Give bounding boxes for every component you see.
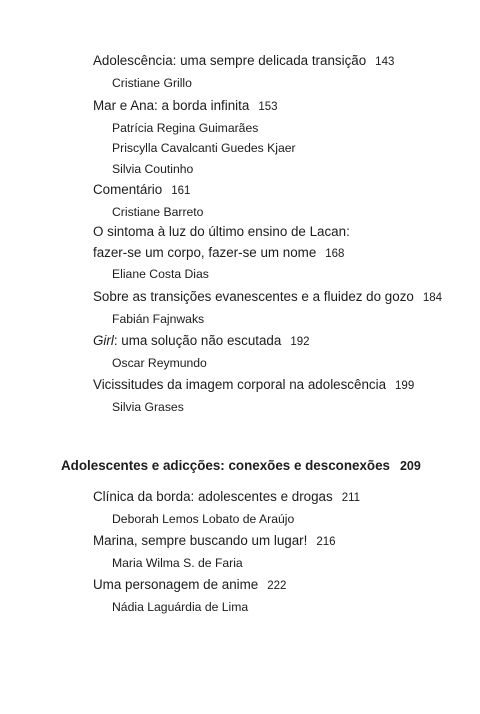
entry-author: Nádia Laguárdia de Lima — [112, 599, 249, 614]
entry-author: Oscar Reymundo — [112, 355, 207, 370]
entry-author: Silvia Coutinho — [112, 161, 194, 176]
toc-entry — [93, 180, 468, 222]
entry-title: Sobre as transições evanescentes e a fluidez do gozo 184 — [93, 289, 443, 304]
toc-entry — [93, 331, 468, 373]
page-number: 161 — [171, 185, 191, 197]
page-number: 222 — [267, 580, 287, 592]
entry-title-italic: Girl — [93, 333, 114, 348]
entry-author: Eliane Costa Dias — [112, 267, 209, 281]
entry-title: Adolescência: uma sempre delicada transição 143 — [93, 53, 395, 68]
entry-title: Mar e Ana: a borda infinita 153 — [93, 98, 278, 113]
entry-title: O sintoma à luz do último ensino de Lacan: — [93, 224, 350, 239]
toc-entry — [93, 51, 468, 93]
toc-entry — [93, 287, 468, 329]
page-number: 168 — [325, 247, 345, 260]
page-number: 209 — [399, 459, 421, 473]
entry-author: Priscylla Cavalcanti Guedes Kjaer — [112, 141, 296, 155]
entry-title: Vicissitudes da imagem corporal na adolescência 199 — [93, 377, 415, 392]
page-number: 199 — [395, 380, 415, 392]
page-number: 143 — [375, 56, 395, 68]
toc-entry — [93, 531, 468, 573]
page-number: 192 — [290, 336, 310, 348]
entry-author: Patrícia Regina Guimarães — [112, 120, 259, 135]
entry-author: Cristiane Grillo — [112, 75, 192, 90]
entry-author: Deborah Lemos Lobato de Araújo — [112, 511, 295, 526]
page-number: 216 — [316, 536, 336, 548]
page-number: 153 — [258, 101, 278, 113]
section-heading: Adolescentes e adicções: conexões e desconexões 209 — [61, 458, 421, 473]
toc-entry — [93, 222, 468, 285]
toc-entry — [93, 575, 468, 617]
entry-title: Girl: uma solução não escutada 192 — [93, 333, 310, 348]
toc-entry — [93, 487, 468, 529]
entry-author: Silvia Grases — [112, 399, 184, 414]
entry-author: Maria Wilma S. de Faria — [112, 555, 243, 570]
toc-entry — [93, 375, 468, 417]
entry-title: Comentário 161 — [93, 182, 191, 197]
entry-author: Fabián Fajnwaks — [112, 311, 205, 326]
entry-title: Clínica da borda: adolescentes e drogas 211 — [93, 489, 361, 504]
entry-title-continued: fazer-se um corpo, fazer-se um nome 168 — [93, 244, 345, 260]
page-number: 211 — [341, 492, 361, 504]
entry-author: Cristiane Barreto — [112, 204, 204, 219]
toc-entry — [93, 96, 468, 179]
entry-title: Marina, sempre buscando um lugar! 216 — [93, 533, 336, 548]
entry-title: Uma personagem de anime 222 — [93, 577, 287, 592]
page-number: 184 — [422, 292, 443, 304]
